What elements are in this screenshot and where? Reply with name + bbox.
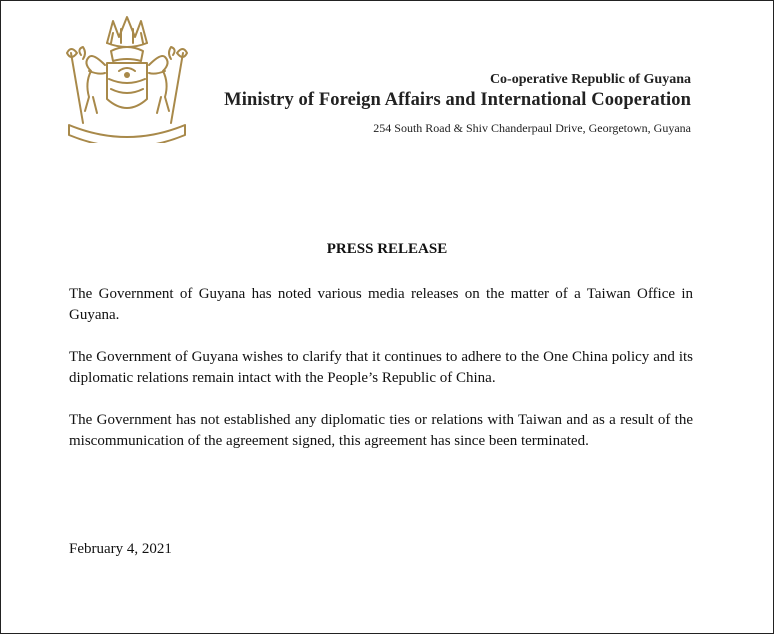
release-date: February 4, 2021: [69, 541, 172, 557]
country-name: Co-operative Republic of Guyana: [489, 72, 691, 87]
paragraph-2: The Government of Guyana wishes to clarify that it continues to adhere to the One China policy and its diplomatic relations remain intact with the People’s Republic of China.: [69, 349, 693, 386]
ministry-name: Ministry of Foreign Affairs and International Cooperation: [224, 90, 691, 110]
document-title: PRESS RELEASE: [326, 241, 448, 257]
paragraph-3: The Government has not established any diplomatic ties or relations with Taiwan and as a result of the miscommunication of the agreement signed, this agreement has since been terminated.: [69, 412, 693, 449]
ministry-address: 254 South Road & Shiv Chanderpaul Drive, Georgetown, Guyana: [373, 121, 691, 135]
crest-bird: [124, 72, 130, 78]
release-body: [69, 284, 693, 473]
paragraph-1: The Government of Guyana has noted various media releases on the matter of a Taiwan Office in Guyana.: [69, 286, 693, 323]
guyana-coat-of-arms-icon: [63, 13, 191, 143]
letterhead: [224, 72, 691, 135]
